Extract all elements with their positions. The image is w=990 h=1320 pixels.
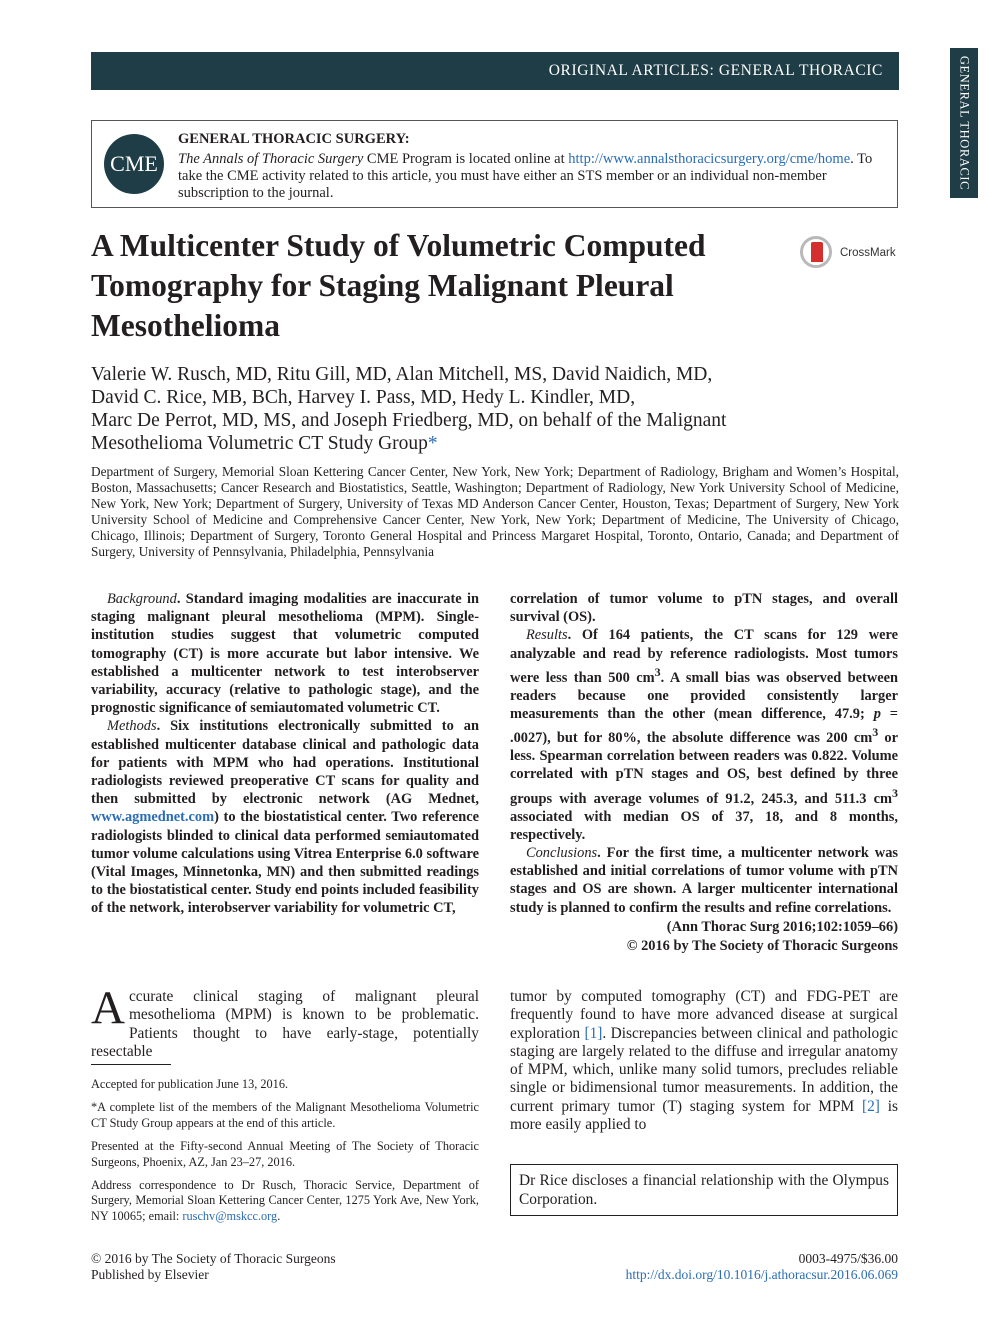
crossmark-badge[interactable]: [800, 236, 910, 274]
reference-link-1[interactable]: [1]: [584, 1024, 603, 1042]
cme-link[interactable]: http://www.annalsthoracicsurgery.org/cme/home: [568, 151, 851, 167]
cme-notice-box: [91, 120, 898, 208]
body-left-column: Accurate clinical staging of malignant pleural mesothelioma (MPM) is known to be problematic. Patients thought to have early-stage, potentially resectable: [91, 982, 479, 1060]
abstract-results: Results. Of 164 patients, the CT scans for 129 were analyzable and read by reference radiologists. Most tumors were less than 500 $cm^3$. A small bias was observed between readers because one provided consistently larger measurements than the other (mean difference, 47.9; p = .0027), but for 80%, the absolute difference was 200 $cm^3$ or less. Spearman correlation between readers was 0.822. Volume correlated with pTN stages and OS, best defined by three groups with average volumes of 91.2, 245.3, and 511.3 $cm^3$ associated with median OS of 37, 18, and 8 months, respectively.: [510, 627, 899, 843]
reference-link-2[interactable]: [2]: [861, 1097, 880, 1115]
author-line: Marc De Perrot, MD, MS, and Joseph Friedberg, MD, on behalf of the Malignant: [91, 410, 727, 431]
abstract-conclusions: Conclusions. For the first time, a multicenter network was established and initial correlations of tumor volume with pTN stages and OS are shown. A larger multicenter international study is planned to confirm the results and refine correlations.: [510, 845, 898, 916]
author-line: David C. Rice, MB, BCh, Harvey I. Pass, MD, Hedy L. Kindler, MD,: [91, 387, 636, 408]
body-right-column: tumor by computed tomography (CT) and FDG-PET are frequently found to have more advanced disease at surgical exploration [1]. Discrepancies between clinical and pathologic staging are largely related to the diffuse and irregular anatomy of MPM, which, unlike many solid tumors, precludes reliable single or bidimensional tumor measurements. In addition, the current primary tumor (T) staging system for MPM [2] is more easily applied to: [510, 988, 898, 1134]
footer-right: [560, 1251, 898, 1282]
footnote-accepted: Accepted for publication June 13, 2016.: [91, 1077, 289, 1091]
journal-citation: (Ann Thorac Surg 2016;102:1059–66): [666, 919, 898, 935]
abstract-copyright: © 2016 by The Society of Thoracic Surgeons: [626, 937, 898, 954]
disclosure-box: Dr Rice discloses a financial relationship with the Olympus Corporation.: [510, 1164, 898, 1216]
side-section-tab: [950, 48, 978, 198]
author-line: Mesothelioma Volumetric CT Study Group*: [91, 433, 438, 454]
affiliations: Department of Surgery, Memorial Sloan Kettering Cancer Center, New York, New York; Department of Radiology, Brigham and Women’s Hospital, Boston, Massachusetts; Cancer Research and Biostatistics, Seattle, Washington; Department of Radiology, New York University School of Medicine, New York, New York; Department of Surgery, University of Texas MD Anderson Cancer Center, Houston, Texas; Department of Surgery, New York University School of Medicine and Comprehensive Cancer Center, New York, New York; Department of Medicine, The University of Chicago, Chicago, Illinois; Department of Surgery, Toronto General Hospital and Princess Margaret Hospital, Toronto, Ontario, Canada; and Department of Surgery, University of Pennsylvania, Philadelphia, Pennsylvania: [91, 464, 899, 559]
drop-cap: A: [91, 982, 125, 1034]
article-title: A Multicenter Study of Volumetric Computed Tomography for Staging Malignant Pleural Mesothelioma: [91, 228, 706, 343]
section-header-band: [91, 52, 899, 90]
footnote-divider: [91, 1064, 171, 1065]
footer-copyright: © 2016 by The Society of Thoracic Surgeons: [91, 1251, 336, 1266]
abstract-methods-continued: correlation of tumor volume to pTN stages, and overall survival (OS).: [510, 591, 898, 626]
correspondence-email-link[interactable]: ruschv@mskcc.org: [182, 1208, 278, 1223]
doi-link[interactable]: http://dx.doi.org/10.1016/j.athoracsur.2016.06.069: [625, 1266, 898, 1282]
abstract-methods: Methods. Six institutions electronically submitted to an established multicenter database clinical and pathologic data for patients with MPM who had operations. Institutional radiologists reviewed preoperative CT scans for quality and then submitted by electronic network (AG Mednet, www.agmednet.com) to the biostatistical center. Two reference radiologists blinded to clinical data performed semiautomated tumor volume calculations using Vitrea Enterprise 6.0 software (Vital Images, Minnetonka, MN) and then submitted readings to the biostatistical center. Study end points included feasibility of the network, interobserver variability for volumetric CT,: [91, 718, 479, 917]
cme-journal-name: The Annals of Thoracic Surgery: [178, 151, 364, 167]
abstract-left-column: [91, 590, 479, 918]
author-footnote-mark[interactable]: *: [427, 433, 438, 454]
footnote-study-group: *A complete list of the members of the Malignant Mesothelioma Volumetric CT Study Group appears at the end of this article.: [91, 1100, 479, 1130]
abstract-background: Background. Standard imaging modalities are inaccurate in staging malignant pleural mesothelioma (MPM). Single-institution studies suggest that volumetric computed tomography (CT) is more accurate but labor intensive. We established a multicenter network to test interobserver variability, accuracy (relative to pathologic stage), and the prognostic significance of semiautomated volumetric CT.: [91, 591, 479, 717]
footer-issn: 0003-4975/$36.00: [798, 1251, 898, 1266]
section-label: ORIGINAL ARTICLES: GENERAL THORACIC: [548, 62, 883, 79]
author-line: Valerie W. Rusch, MD, Ritu Gill, MD, Alan Mitchell, MS, David Naidich, MD,: [91, 364, 713, 385]
cme-heading: GENERAL THORACIC SURGERY:: [178, 131, 410, 147]
author-list: [91, 363, 891, 455]
footnote-correspondence: Address correspondence to Dr Rusch, Thoracic Service, Department of Surgery, Memorial Sloan Kettering Cancer Center, 1275 York Ave, New York, NY 10065; email: ruschv@mskcc.org.: [91, 1178, 479, 1223]
cme-logo-icon: CME: [104, 134, 164, 194]
footnote-presented: Presented at the Fifty-second Annual Meeting of The Society of Thoracic Surgeons, Phoenix, AZ, Jan 23–27, 2016.: [91, 1139, 479, 1169]
footer-publisher: Published by Elsevier: [91, 1266, 209, 1282]
abstract-right-column: [510, 590, 898, 917]
cme-text: The Annals of Thoracic Surgery CME Program is located online at http://www.annalsthoracicsurgery.org/cme/home. To take the CME activity related to this article, you must have either an STS member or an individual non-member subscription to the journal.: [178, 151, 873, 201]
footer-left: [91, 1251, 336, 1282]
citation-block: [510, 918, 898, 955]
crossmark-icon: [800, 236, 832, 268]
footnotes: [91, 1077, 479, 1232]
crossmark-label: CrossMark: [840, 247, 896, 259]
side-tab-label: GENERAL THORACIC: [957, 55, 972, 191]
agmednet-link[interactable]: www.agmednet.com: [91, 809, 215, 826]
